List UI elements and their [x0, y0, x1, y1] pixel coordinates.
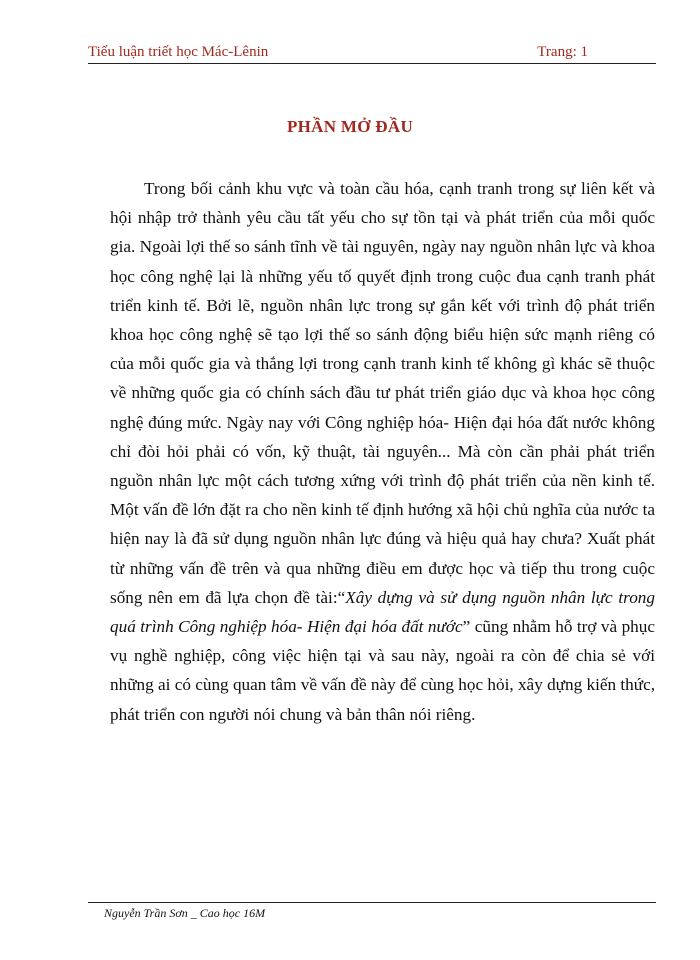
paragraph-topic-italic: Xây dựng và sử dụng nguồn nhân lực trong quá trình Công nghiệp hóa- Hiện đại hóa đất nước	[110, 587, 655, 637]
header-document-title: Tiểu luận triết học Mác-Lênin	[88, 44, 269, 60]
section-title: PHẦN MỞ ĐẦU	[286, 117, 414, 136]
footer-divider	[88, 902, 656, 903]
header-divider	[88, 63, 656, 64]
paragraph-text-end: ” cũng nhằm hỗ trợ và phục vụ nghề nghiệp, công việc hiện tại và sau này, ngoài ra còn để chia sẻ với những ai có cùng quan tâm về vấn đề này để cùng học hỏi, xây dựng kiến thức, phát triển con người nói chung và bản thân nói riêng.	[110, 617, 655, 724]
page-header	[88, 44, 656, 64]
header-page-number: Trang: 1	[537, 44, 588, 60]
paragraph-text-start: Trong bối cảnh khu vực và toàn cầu hóa, cạnh tranh trong sự liên kết và hội nhập trở thành yêu cầu tất yếu cho sự tồn tại và phát triển của mỗi quốc gia. Ngoài lợi thế so sánh tĩnh về tài nguyên, ngày nay nguồn nhân lực và khoa học công nghệ lại là những yếu tố quyết định trong cuộc đua cạnh tranh phát triển kinh tế. Bởi lẽ, nguồn nhân lực trong sự gắn kết với trình độ phát triển khoa học công nghệ sẽ tạo lợi thế so sánh động biểu hiện sức mạnh riêng có của mỗi quốc gia và thắng lợi trong cạnh tranh kinh tế không gì khác sẽ thuộc về những quốc gia có chính sách đầu tư phát triển giáo dục và khoa học công nghệ đúng mức. Ngày nay với Công nghiệp hóa- Hiện đại hóa đất nước không chỉ đòi hỏi phải có vốn, kỹ thuật, tài nguyên... Mà còn cần phải phát triển nguồn nhân lực một cách tương xứng với trình độ phát triển của nền kinh tế. Một vấn đề lớn đặt ra cho nền kinh tế định hướng xã hội chủ nghĩa của nước ta hiện nay là đã sử dụng nguồn nhân lực đúng và hiệu quả hay chưa? Xuất phát từ những vấn đề trên và qua những điều em được học và tiếp thu trong cuộc sống nên em đã lựa chọn đề tài:“	[110, 179, 655, 607]
intro-paragraph	[110, 174, 655, 729]
page-footer-author: Nguyễn Trần Sơn _ Cao học 16M	[104, 906, 266, 920]
